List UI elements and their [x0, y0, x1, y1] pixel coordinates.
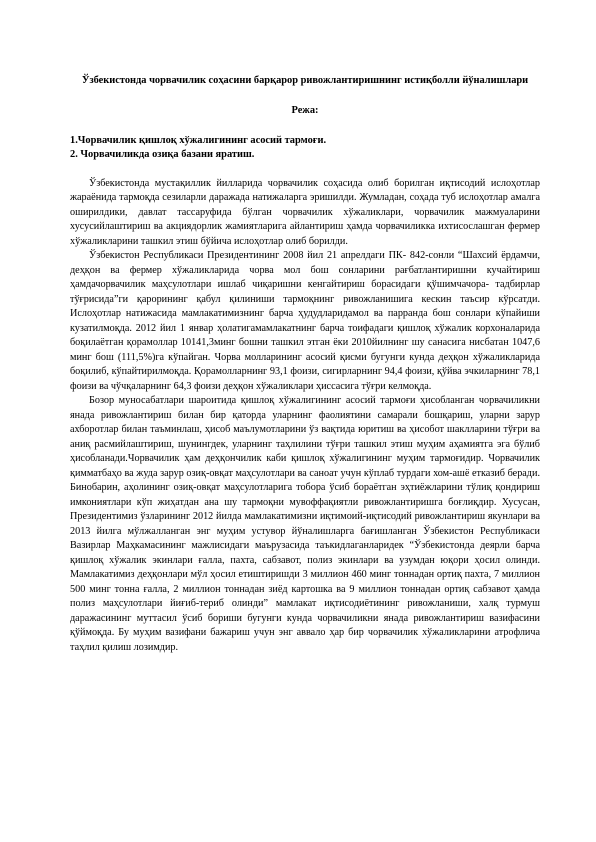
body-paragraph: Ўзбекистонда мустақиллик йилларида чорвачилик соҳасида олиб борилган иқтисодий ислоҳотлар жараёнида тармоқда сезиларли даражада натижаларга эришилди. Жумладан, соҳада туб ислоҳотлар амалга оширилдики, давлат тассаруфида бўлган чорвачилик хўжаликлари, чорвачилик мажмуаларини хусусийлаштириш ва акциядорлик жамиятларига айлантириш ҳамда чорвачиликка ихтисослашган фермер хўжаликларини ташкил этиш бўйича ислоҳотлар олиб борилди. [70, 177, 540, 247]
body-paragraph: Ўзбекистон Республикаси Президентининг 2008 йил 21 апрелдаги ПК- 842-сонли “Шахсий ёрдамчи, деҳқон ва фермер хўжаликларида чорва мол бош сонларини рағбатлантиришни кучайтириш ҳамдачорвачилик маҳсулотлари ишлаб чиқаришни кенгайтириш борасидаги қўшимчачора- тадбирлар тўғрисида”ги қарорининг қабул қилиниши тармоқнинг ривожланишига кескин таъсир кўрсатди. Ислоҳотлар натижасида мамлакатимизнинг барча ҳудудларидамол ва парранда бош сонлари кўпайиши кузатилмоқда. 2012 йил 1 январ ҳолатигамамлакатнинг барча тоифадаги қишлоқ хўжалик корхоналарида боқилаётган қорамоллар 10141,3минг бошни ташкил этган ёки 2010йилнинг шу санасига нисбатан 1047,6 минг бош (111,5%)га кўпайган. Чорва молларининг асосий қисми бугунги кунда деҳқон хўжаликларида боқилиб, кўпайтирилмоқда. Қорамолларнинг 93,1 фоизи, сигирларнинг 94,4 фоизи, қўйва эчкиларнинг 78,1 фоизи ва чўчқаларнинг 64,3 фоизи деҳқон хўжаликлари ҳиссасига тўғри келмоқда. [70, 250, 540, 392]
plan-list [70, 134, 540, 163]
plan-item: 2. Чорвачиликда озиқа базани яратиш. [70, 149, 255, 160]
plan-heading: Режа: [291, 104, 319, 116]
body-paragraph: Бозор муносабатлари шароитида қишлоқ хўжалигининг асосий тармоғи ҳисобланган чорвачиликни янада ривожлантириш билан бир қаторда уларнинг фаолиятини самарали бошқариш, уларни зарур ахборотлар билан таъминлаш, ҳисоб маълумотларини ўз вақтида юритиш ва ҳисобот шаклларини тўғри ва аниқ расмийлаштириш, шунингдек, уларнинг таҳлилини тўғри ташкил этиш муҳим аҳамиятга эга бўлиб ҳисобланади.Чорвачилик ҳам деҳқончилик каби қишлоқ хўжалигининг муҳим тармоғидир. Чорвачилик қимматбаҳо ва жуда зарур озиқ-овқат маҳсулотлари ва саноат учун кўплаб турдаги хом-ашё етказиб беради. Бинобарин, аҳолининг озиқ-овқат маҳсулотларига тобора ўсиб бораётган эҳтиёжларини тўлиқ қондириш имкониятлари кўп жиҳатдан ана шу тармоқни мувоффақиятли ривожлантиришга боғлиқдир. Хусусан, Президентимиз ўзларининг 2012 йилда мамлакатимизни иқтимоий-иқтисодий ривожлантириш якунлари ва 2013 йилга мўлжалланган энг муҳим устувор йўналишларга бағишланган Ўзбекистон Республикаси Вазирлар Маҳкамасининг мажлисидаги маърузасида таъкидлаганларидек “Ўзбекистонда деярли барча қишлоқ хўжалик экинлари ғалла, пахта, сабзавот, полиз экинлари ва узумдан юқори ҳосил олинди. Мамлакатимиз деҳқонлари мўл ҳосил етиштиришди 3 миллион 460 минг тоннадан ортиқ пахта, 7 миллион 500 минг тонна ғалла, 2 миллион тоннадан зиёд картошка ва 9 миллион тоннадан ортиқ сабзавот ҳамда полиз маҳсулотлари йиғиб-териб олинди” мамлакат иқтисодиётининг ривожланиши, халқ турмуш даражасининг муттасил ўсиб бориши бугунги кунда чорвачиликни янада ривожлантириш вазифасини қўймоқда. Бу муҳим вазифани бажариш учун энг аввало ҳар бир чорвачилик хўжаликларини атрофлича таҳлил қилиш лозимдир. [70, 395, 540, 653]
document-title: Ўзбекистонда чорвачилик соҳасини барқарор ривожлантиришнинг истиқболли йўналишлари [81, 75, 529, 86]
plan-item: 1.Чорвачилик қишлоқ хўжалигининг асосий тармоғи. [70, 134, 327, 146]
